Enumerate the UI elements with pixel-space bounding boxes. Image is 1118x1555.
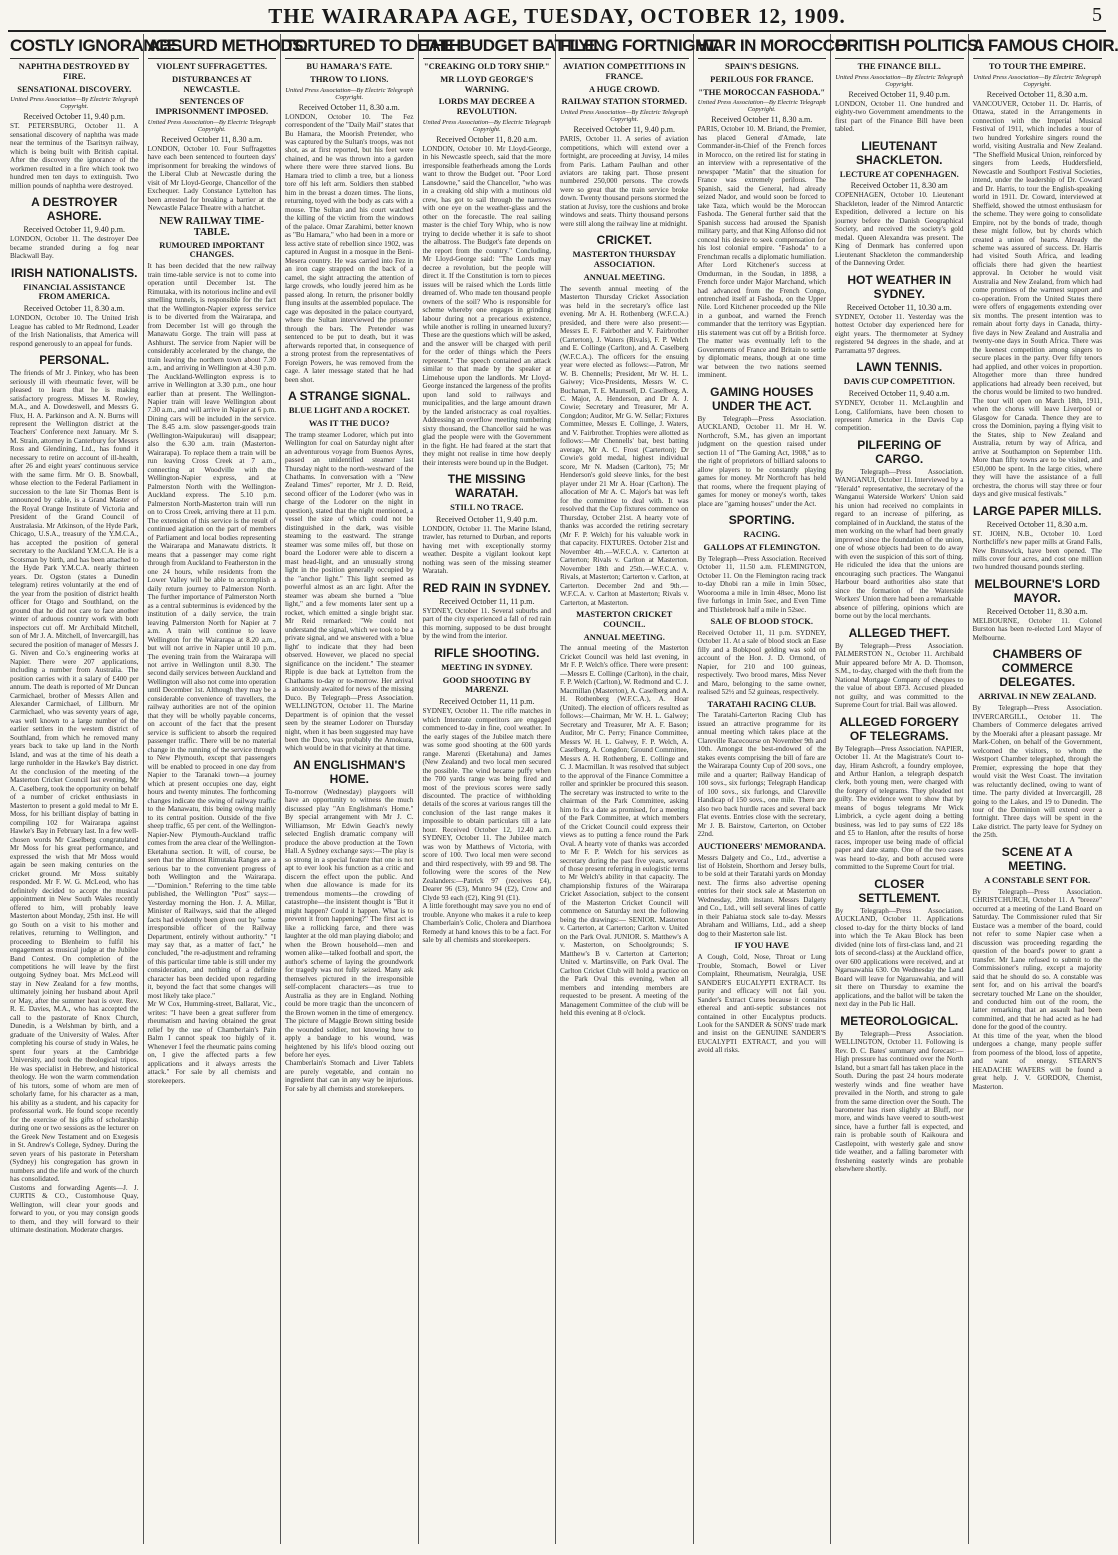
dateline: Received October 11, 9.40 p.m. xyxy=(573,125,675,135)
subheadline: TARATAHI RACING CLUB. xyxy=(707,698,816,709)
subheadline: MR LLOYD GEORGE'S WARNING. xyxy=(440,73,534,94)
article-body: Chamberlain's Stomach and Liver Tablets are purely vegetable, and contain no ingredient that can in any way be injurious. For sale by all chemists and storekeepers. xyxy=(285,1059,414,1093)
news-column xyxy=(144,34,308,1544)
article-body: LONDON, October 10. Mr Lloyd-George, in his Newcastle speech, said that the more irresponsible featherheads among the Lords want to throw the Budget out. "Poor Lord Lansdowne," said the Chancellor, "who was in a creaking old ship with a mutinous old crew, has got to sail through the narrows with one eye on the weather-glass and the other on the forecastle. The real sailing master is the chief Tory Whip, who is now trying to decide whether it is safe to shoot the albatross. The Budget's fate depends on the report from the country." Concluding, Mr Lloyd-George said: "The Lords may decree a revolution, but the people will direct it. If the Constitution is torn to pieces issues will be raised which the Lords little dreamed of. Who made ten thousand people owners of the soil? Who is responsible for scheme whereby one engages in grinding labour during not a precarious existence, while another is rolling in unearned luxury? These are the questions which will be asked, and the answer will be charged with peril for the order of things which the Peers represent." The speech contained an attack similar to that made by the speaker at Limehouse upon the landlords. Mr Lloyd-George instanced the largeness of the profits upon land sold to railways and municipalities, and the large amount drawn by the landed aristocracy as coal royalties. Addressing an overflow meeting numbering sixty thousand, the Chancellor said he was glad the people were with the Government in the fight. He had feared at the start that they might not realise in time how deeply their interests were bound up in the Budget. xyxy=(422,144,551,467)
dateline: Received October 11, 11 p.m. xyxy=(439,596,535,606)
dateline: Received October 11, 8.30 am xyxy=(850,181,948,191)
article-body: LONDON, October 10. The United Irish League has cabled to Mr Redmond, Leader of the Irish Nationalists, that America will respond generously to an appeal for funds. xyxy=(10,314,139,348)
article-body: The annual meeting of the Masterton Cricket Council was held last evening, in Mr F. P. Welch's office. There were present:—Messrs E. Collinge (Carlton), in the chair, F. P. Welch (Carlton), W. Redmond and C. J. Macmillan (Masterton), A. Caselberg and A. H. Rothenberg (W.F.C.A.), A. Hoar (United). The election of officers resulted as follows:—Chairman, Mr W. H. L. Galwey; Secretary and Treasurer, Mr A. F. Bason; Auditor, Mr C. Perry; Finance Committee, Messrs W. H. L. Galwey, F. P. Welch, A. Caselberg, A. Congdon; Ground Committee, Messrs A. H. Rothenberg, E. Collinge and C. J. Macmillan. It was resolved that subject to the approval of the Finance Committee a roller and sprinkler be procured this season. The secretary was instructed to write to the chairman of the Park Committee, asking him to fix a date as promised, for a meeting of the Park Committee, at which members of the Cricket Council could express their views as to putting a fence round the Park Oval. A hearty vote of thanks was accorded to Mr F. P. Welch for his services as secretary during the past five years, several of those present referring in eulogistic terms to Mr Welch's ability in that capacity. The championship fixtures of the Wairarapa Cricket Association, subject to the consent of the Masterton Cricket Council will commence on Saturday next the following being the drawings:— SENIOR. Masterton v. Carterton, at Carterton; Carlton v. United on the Park Oval. JUNIOR. S. Matthew's A v. Masterton, on Schoolgrounds; S. Matthew's B v. Carterton at Carterton; United v. Martinsville, on Park Oval. The Carlton Cricket Club will hold a practice on the Park Oval this evening, when all members and intending members are requested to be present. A meeting of the Management Committee of the club will be held this evening at 8 o'clock. xyxy=(560,644,689,1018)
subheadline: BU HAMARA'S FATE. xyxy=(306,61,393,71)
news-column xyxy=(831,34,983,1544)
dateline: Received October 11, 11 p.m. xyxy=(439,697,535,707)
article-body: LONDON, October 10. Four Suffragettes have each been sentenced to fourteen days' imprisonment for breaking the windows of the Liberal Club at Newcastle during the visit of Mr Lloyd-George, Chancellor of the Exchequer. Lady Constance Lyttelton has been arrested for breaking a barrier at the Newcastle Palace Theatre with a hatchet. xyxy=(147,144,276,213)
article-body: The seventh annual meeting of the Masterton Thursday Cricket Association was held in the secretary's office last evening. Mr A. H. Rothenberg (W.F.C.A.) presided, and there were also present:—Messrs E. F. Fairbother and V. Fairbrother (Carterton), J. Waters (Rivals), F. P. Welch and E. Collinge (Carlton), and A. Caselberg (W.F.C.A.). The officers for the ensuing year were elected as follows:—Patron, Mr W. B. Chennells; President, Mr W. H. L. Gaiwey; Vice-Presidents, Messrs W. C. Buchanan, T. E. Maunsell, D. Caselberg, A. C. Major, A. Henderson, and Dr A. J. Cowie; Secretary and Treasurer, Mr A. Congdon; Auditor, Mr G. W. Sellar; Fixtures Committee, Messrs E. Collinge, J. Waters, and V. Fairbrother. Trophies were allotted as follows:—Mr Chennells' bat, best batting average, Mr A. C. Frost (Carterton); Dr Cowie's gold medal, highest individual score, Mr N. Madsen (Carlton), 75; Mr Henderson's gold sleeve links, for the best player under 21 Mr A. Hoar (Carlton). The allocation of Mr A. C. Major's bat was left for the committee to deal with. It was resolved that the Cup fixtures commence on Thursday, October 21st. A hearty vote of thanks was accorded the retiring secretary (Mr F. P. Welch) for his valuable work in that capacity. FIXTURES. October 21st and November 4th.—W.F.C.A. v. Carterton at Carterton; Rivals v. Carlton at Masterton. November 18th and 25th.—W.F.C.A. v. Rivals, at Masterton; Carterton v. Carlton, at Carterton. December 2nd and 9th.—W.F.C.A. v. Carlton at Masterton; Rivals v. Carterton, at Masterton. xyxy=(560,284,689,607)
masthead-title: THE WAIRARAPA AGE, TUESDAY, OCTOBER 12, 1909. xyxy=(268,4,846,28)
news-column xyxy=(419,34,600,1544)
article-body: A little forethought may save you no end of trouble. Anyone who makes it a rule to keep Chamberlain's Colic, Cholera and Diarrhoea Remedy at hand knows this to be a fact. For sale by all chemists and storekeepers. xyxy=(422,902,551,945)
dateline: Received October 11, 10.30 a.m. xyxy=(846,302,952,312)
subheadline: DISTURBANCES AT NEWCASTLE. xyxy=(172,73,252,94)
subheadline: RACING. xyxy=(743,529,781,540)
article-headline: SPORTING. xyxy=(728,513,795,528)
subheadline: "THE MOROCCAN FASHODA." xyxy=(698,86,826,97)
article-headline: RIFLE SHOOTING. xyxy=(434,645,540,660)
subheadline: TO TOUR THE EMPIRE. xyxy=(988,61,1086,71)
wire-credit: United Press Association—By Electric Telegraph Copyright. xyxy=(835,73,964,88)
article-body: MELBOURNE, October 11. Colonel Burston has been re-elected Lord Mayor of Melbourne. xyxy=(972,616,1102,642)
article-body: Customs and forwarding Agents—J. J. CURTIS & CO., Customhouse Quay, Wellington, will clear your goods and forward to you, or you may consign goods to them, and they will forward to their ultimate destination. Moderate charges. xyxy=(10,1183,139,1235)
subheadline: SENSATIONAL DISCOVERY. xyxy=(17,83,132,94)
subheadline: A HUGE CROWD. xyxy=(588,83,660,94)
news-column xyxy=(6,34,182,1544)
article-body: By Telegraph—Press Association. WANGANUI, October 11. Interviewed by a "Herald" representative, the secretary of the Wanganui Waterside Workers' Union said his union had received no complaints in regard to an increase of pilfering, as complained of in Auckland, the status of the men working on the wharf had been greatly improved since the foundation of the union, one of whose objects had been to do away with even the suspicion of this sort of thing. He ridiculed the idea that the unions are encouraging such practices. The Wanganui Harbour board authorities also state that since the formation of the Waterside Workers' Union there had been a remarkable absence of pilfering, opinions which are borne out by the local merchants. xyxy=(835,467,964,621)
dateline: Received October 11, 8.30 a.m. xyxy=(986,519,1088,529)
article-body: ST. PETERSBURG, October 11. A sensational discovery of naphtha was made near the terminus of the Tsaritsyn railway, which is being built with British capital. After the discovery the ignorance of the workmen resulted in a fire which took two hundred men ten days to extinguish. Two million pounds of naphtha were destroyed. xyxy=(10,122,139,190)
dateline: Received October 11, 8.30 a.m. xyxy=(711,115,813,125)
article-headline: ALLEGED FORGERY OF TELEGRAMS. xyxy=(839,714,960,743)
wire-credit: United Press Association—By Electric Telegraph Copyright. xyxy=(560,109,689,124)
article-headline: PERSONAL. xyxy=(39,353,110,368)
article-body: LONDON, October 11. One hundred and eighty-two Government amendments to the first part of the Finance Bill have been tabled. xyxy=(835,99,964,134)
article-body: By Telegraph—Press Association. INVERCARGILL, October 11. The Chambers of Commerce delegates arrived by the Moeraki after a pleasant passage. Mr Mark-Cohen, on behalf of the Government, welcomed the visitors, to whom the Westport Chamber telegraphed, through the Premier, expressing the hope that they would visit the West Coast. The invitation was reluctantly declined, owing to want of time. The party divided at Invercargill, 28 going to the Lakes, and 19 to Dunedin. The tour of the Dominion will extend over a fortnight. Three days will be spent in the Lake district. The party leave for Sydney on the 25th. xyxy=(972,704,1102,840)
article-body: PARIS, October 11. A series of aviation competitions, which will extend over a fortnight, are proceeding at Juvisy, 14 miles from Paris. Latham Paulhan and other aviators are taking part. Those present numbered 250,000 persons. The crowds were so great that the train service broke down. Twenty thousand persons stormed the station at Juvisy, tore the cushions and broke windows and seats. Thirty thousand persons were still along the railway line at midnight. xyxy=(560,135,689,228)
news-column xyxy=(556,34,719,1544)
article-headline: HOT WEATHER IN SYDNEY. xyxy=(847,272,952,301)
article-body: By Telegraph—Press Association. Received October 11, 11.50 a.m. FLEMINGTON, October 11. On the Flemington racing track to-day Dhobi ran a mile in 1min 50sec, Woorooma a mile in 1min 48sec, Mono list five furlongs in 1min 5sec, and Even Time and Thistlebrook half a mile in 52sec. xyxy=(697,554,826,614)
wire-credit: United Press Association—By Electric Telegraph Copyright. xyxy=(147,118,276,133)
subheadline: IF YOU HAVE xyxy=(734,940,789,951)
article-body: The Taratahi-Carterton Racing Club has issued an attractive programme for its annual meeting which takes place at the Clareville Racecourse on November 9th and 10th. Amongst the best-endowed of the stakes events comprising the bill of fare are the Wairarapa County Cup of 200 sovs., one mile and a quarter; Railway Handicap of 100 sovs., six furlongs; Telegraph Handicap of 100 sovs., six furlongs, and Clareville Handicap of 150 sovs., one mile. There are also two back hurdle races and several back Flat events. Entries close with the secretary, Mr J. B. Bairstow, Carterton, on October 22nd. xyxy=(697,711,826,839)
dateline: Received October 11, 8.20 a.m. xyxy=(436,134,538,144)
dateline: Received October 11, 9.40 a.m. xyxy=(848,389,950,399)
article-headline: CLOSER SETTLEMENT. xyxy=(858,876,941,905)
article-body: VANCOUVER, October 11. Dr. Harris, of Ottawa, stated in the Arrangements in connection with the Imperial Musical Festival of 1911, which includes a tour of two hundred Yorkshire singers round the world, visiting Australia and New Zealand. "The Sheffield Musical Union, reinforced by singers from Leeds, Huddersfield, Newcastle and Southport Festival Societies, intend, under the leadership of Dr. Coward and Dr. Harris, to tour the English-speaking world in 1911. Dr. Coward, interviewed at Sheffield, showed the utmost enthusiasm for the scheme. They were going to consolidate Empire, not by the bonds of trade, though these might follow, but by chords which created a union of hearts. Already the scheme was assured of success. Dr. Harris had visited South Africa, and leading officials there had given the heartiest approval. In October he would visit Australia and New Zealand, from which had come promises of the warmest support and co-operation. From the United States there were offers of engagements extending over six months. The present intention was to remain about forty days in Canada, thirty-five days in New Zealand and Australia and twenty-one days in South Africa. There was the keenest competition among singers to secure places in the party. Over fifty tenors had applied, and other voices in proportion. Altogether more than three hundred applications had already been received, but the chorus would be limited to two hundred. The tour will open on March 18th, 1911, when the chorus will leave Liverpool or Glasgow for Canada. Thence they are to cross the Dominion, paying a flying visit to the States, ship to New Zealand and Australia, return by way of Africa, and arrive at Southampton on September 11th. More than fifty towns are to be visited, and £50,000 be spent. In the large cities, where they will have the assistance of a full orchestra, the chorus will stay three or four days and give musical festivals." xyxy=(972,99,1102,499)
dateline: Received October 11, 9.40 p.m. xyxy=(23,225,125,235)
dateline: Received October 11, 8.30 a.m. xyxy=(986,606,1088,616)
article-body: By Telegraph—Press Association. WELLINGTON, October 11. Following is Rev. D. C. Bates' summary and forecast:—High pressure has continued over the North Island, but a smart fall has taken place in the South. During the past 24 hours moderate westerly winds and fine weather have prevailed in the North, and strong to gale from the same direction over the South. The barometer has risen slightly at Bluff, nor more, and winds have veered to south-west since, have a further fall is expected, and rain is probable south of Kaikoura and Castlepoint, with westerly gale and snow tide weather, and a falling barometer with freshening easterly winds are probable elsewhere shortly. xyxy=(835,1029,964,1174)
article-body: SYDNEY, October 11. McLaughlin and Long, Californians, have been chosen to represent America in the Davis Cup competition. xyxy=(835,399,964,433)
subheadline: RAILWAY STATION STORMED. xyxy=(561,96,687,107)
article-headline: A DESTROYER ASHORE. xyxy=(31,195,118,224)
article-body: SYDNEY, October 11. The rifle matches in which Interstate competitors are engaged commenced to-day in fine, cool weather. In the early stages of the Jubilee match there was some good shooting at the 600 yards range. Marenzi (Eketahuna) and James (New Zealand) and two local men secured the possible. The wind became puffy when the 700 yards range was being fired and most of the previous scores were sadly discounted. The practice of withholding details of the scores at various ranges till the conclusion of the last range makes it impossible to obtain particulars till a late hour. Received October 12, 12.40 a.m. SYDNEY, October 11. The Jubilee match was won by Matthews of Victoria, with score of 100. Two local men were second and third respectively, with 99 and 98. The following were the scores of the New Zealanders:—Patrick 97 (receives £4), Dearer 96 (£3), Munro 94 (£2), Crow and Clyde 93 each (£2), King 91 (£1). xyxy=(422,707,551,902)
article-headline: A STRANGE SIGNAL. xyxy=(288,389,411,404)
article-headline: IRISH NATIONALISTS. xyxy=(11,265,138,280)
column-headline: WAR IN MOROCCO. xyxy=(698,36,827,59)
subheadline: SENTENCES OF IMPRISONMENT IMPOSED. xyxy=(155,96,269,117)
subheadline: STILL NO TRACE. xyxy=(450,502,524,513)
dateline: Received October 11, 8.30 a.m. xyxy=(161,134,263,144)
dateline: Received October 11, 8.30 a.m. xyxy=(986,89,1088,99)
subheadline: NEW RAILWAY TIME-TABLE. xyxy=(159,215,265,238)
subheadline: AUCTIONEERS' MEMORANDA. xyxy=(697,840,826,851)
column-headline: THE BUDGET BATTLE. xyxy=(423,36,552,59)
subheadline: LECTURE AT COPENHAGEN. xyxy=(839,168,959,179)
article-headline: CHAMBERS OF COMMERCE DELEGATES. xyxy=(992,647,1082,690)
article-body: Messrs Dalgety and Co., Ltd., advertise a list of Holstein, Shorthorn and Jersey bulls, to be sold at their Taratahi yards on Monday next. The firms also advertise opening entries for their stock sale at Masterton on Wednesday, 20th instant. Messrs Dalgety and Co., Ltd., will sell several lines of cattle in their Pahiatua stock sale to-day. Messrs Abraham and Williams, Ltd., add a sheep dog to their Masterton sale list. xyxy=(697,853,826,938)
news-column xyxy=(281,34,461,1544)
subheadline: ANNUAL MEETING. xyxy=(583,271,665,282)
dateline: Received October 11, 8.30 a.m. xyxy=(23,304,125,314)
subheadline: THROW TO LIONS. xyxy=(310,73,389,84)
subheadline: MASTERTON CRICKET COUNCIL. xyxy=(576,609,673,629)
dateline: Received October 11, 8.30 a.m. xyxy=(298,102,400,112)
subheadline: "CREAKING OLD TORY SHIP." xyxy=(423,61,550,71)
subheadline: MASTERTON THURSDAY ASSOCIATION. xyxy=(572,249,676,270)
article-headline: METEOROLOGICAL. xyxy=(840,1013,959,1028)
subheadline: BLUE LIGHT AND A ROCKET. xyxy=(288,405,410,416)
article-body: It has been decided that the new railway train time-table service is not to come into operation until December 1st. The Rimutaka, with its notorious incline and evil smelling tunnels, is responsible for the fact that the Wellington-Napier express service is to be diverted from the Wairarapa, and from December 1st will go through the Manawatu Gorge. The train will pass at Ashhurst. The service from Napier will be considerably accelerated by the change, the train leaving the northern town about 7.30 a.m., and arriving in Wellington at 4.30 p.m. The Auckland-Wellington express is to arrive in Wellington at 3.30 p.m., one hour earlier than at present. The Wellington-Napier train will leave Wellington about 7.30 a.m., and will arrive in Napier at 6 p.m. Dining cars will be included in the service. The 8.45 a.m. slow passenger-goods train (Wellington-Waipukurau) will disappear; also the 6.30 a.m. train (Masterton-Wairarapa). To replace them a train will be run leaving Cross Creek at 7 a.m., connecting at Woodville with the Wellington-Napier express, and at Palmerston North with the Wellington-Auckland express. The 5.10 p.m. Palmerston North-Masterton train will run on to Cross Creek, arriving there at 11 p.m. The extension of this service is the result of continued agitation on the part of members of Parliament and local bodies representing the Wairarapa and Manawatu districts. It means that a passenger may come right through from Auckland to Featherston in the one 24 hours, while residents from the Lower Valley will be able to accomplish a daily return journey to Palmerston North. The further importance of Palmerston North as a central subterminus is evidenced by the institution of a daily service, the train leaving Palmerston North for Napier at 7 a.m. A train will continue to leave Wellington for the Wairarapa at 8.20 a.m., but will not arrive in Napier until 10 p.m. The evening train from the Wairarapa will not arrive in Wellington until 8.30. The second daily services between Auckland and Wellington will also not come into operation until December 1st. Although they may be a considerable convenience of travellers, the railway authorities are not of the opinion that they will be wholly payable concerns, on account of the fact that the present service is sufficient to absorb the required passenger traffic. There will be no material change in the running of the service through to New Plymouth, except that passengers will be enabled to proceed in one day from Napier to the Taranaki town—a journey which at present occupies one day, eight hours and twenty minutes. The forthcoming changes indicate the swing of railway traffic to the Manawatu, this being owing mainly to its central position. Outside of the five sheep traffic, 65 per cent. of the Wellington-Napier-New Plymouth-Auckland traffic comes from the area clear of the Wellington-Eketahuna section. It will, of course, be seen that the almost Rimutaka Ranges are a serious bar to the convenient progress of both Wellington and the Wairarapa.—"Dominion." Referring to the time table published, the Wellington "Post" says:—Yesterday morning the Hon. J. A. Millar, Minister of Railways, said that the alleged facts had evidently been given out by "some irresponsible officer of the Railway Department, entirely without authority." "I may say that, as a matter of fact," he concluded, "the re-adjustment and reframing of this particular time table is still under my consideration, and nothing of a definite character has been decided upon regarding it, beyond the fact that some changes will most likely take place." xyxy=(147,262,276,1000)
article-body: ST. JOHN, N.B., October 10. Lord Northcliffe's new paper mills at Grand Falls, New Brunswick, have been opened. The mills cover four acres, and cost one million two hundred thousand pounds sterling. xyxy=(972,529,1102,572)
subheadline: DAVIS CUP COMPETITION. xyxy=(843,376,955,387)
article-headline: LAWN TENNIS. xyxy=(856,360,943,375)
article-headline: PILFERING OF CARGO. xyxy=(857,437,942,466)
dateline: Received October 11, 9.40 p.m. xyxy=(848,89,950,99)
article-body: At this time of the year, when the blood undergoes a change, many people suffer from poorness of the blood, loss of appetite, and want of energy. STEARN'S HEADACHE WAFERS will be found a great help. J. V. GORDON, Chemist, Masterton. xyxy=(972,1031,1102,1091)
article-body: The friends of Mr J. Pinkey, who has been seriously ill with rheumatic fever, will be pleased to learn that he is making satisfactory progress. Misses M. Rowley, M.A., and A. Dowdeswell, and Messrs G. Flux, H. A. Parkinson and A. N. Burns will represent the Wellington district at the Teachers' Conference next January. Mr S. M. Strain, attorney in Canterbury for Messrs Ross and Glendining, Ltd., has found it necessary to retire on account of ill-health, after 26 and eight years' continuous service with the same firm. Mr O. B. Snowball, whose election to the Federal Parliament in succession to the late Sir Thomas Bent is announced by cable, is a Grand Master of the Royal Orange Institute of Victoria and President of the Grand Council of Australasia. Mr Atkinson, of the Hyde Park, Chicago, U.S.A., treasury of the Y.M.C.A., has accepted the position of general secretary to the Auckland Y.M.C.A. He is a Scotsman by birth, and has been attached to the Hyde Park Y.M.C.A. nearly thirteen years. Dr. Ogston (states a Dunedin telegram) retires voluntarily at the end of the year from the position of district health officer for Otago and Southland, on the ground that he did not care to face another winter of arduous country work with both inspectors cut off. Mr Archibald Mitchell, son of Mr J. A. Mitchell, of Invercargill, has secured the position of manager of Messrs J. G. Niven and Co.'s engineering works at Napier. There were 207 applications, including a number from Australia. The position carries with it a salary of £400 per annum. The death is reported of Mr Duncan Carmichael, brother of Messrs Allen and Alexander Carmichael, of Lillburn. Mr Carmichael, who was seventy years of age, was well known to a large number of the earlier settlers in the western district of Southland, from which he removed many years back to take up land in the North Island, and was at the time of his death a large runholder in the Hawke's Bay district. At the conclusion of the meeting of the Masterton Cricket Council last evening, Mr A. Caselberg, took the opportunity on behalf of a number of cricket enthusiasts in Masterton to present a gold medal to Mr E. Moss, for his brilliant display of batting in compiling 102 for Wairarapa against Hawke's Bay in February last. In a few well-chosen words Mr Caselberg congratulated Mr Moss for his great performance, and expressed the wish that Mr Moss would again be seen making centuries on the cricket ground. Mr Moss suitably responded. Mr F. W. G. McLeod, who has definitely decided to accept the musical appointment in New South Wales recently offered to him, will probably leave Masterton about Monday, 25th inst. He will go South on a visit to his mother and relatives, returning to Wellington, and proceeding to Blenheim to fulfil his engagement as musical judge at the Jubilee Band Contest. On completion of the competitions he will leave by the first outgoing Sydney boat. Mrs McLeod will stay in New Zealand for a few months, ultimately joining her husband about April or May, after the summer heat is over. Rev. R. E. Davies, M.A., who has accepted the call to the pastorate of Knox Church, Dunedin, is a Welshman by birth, and a graduate of the University of Wales. After completing his course of study in Wales, he spent four years at the Cambridge University, and took the theological tripos. He was specialist in Hebrew, and historical theology. He won the warm commendation of his tutors, some of whom are men of scholarly fame, for his character as a man, his ability as a student, and his capacity for professorial work. He found scope recently for the exercise of his gifts of scholarship during one or two sessions as the lecturer on the Greek New Testament and on Exegesis in St. Andrew's College, Sydney. During the seven years of his pastorate in Petersham (Sydney) his congregation has grown in numbers and the life and work of the church has consolidated. xyxy=(10,369,139,1184)
article-body: SYDNEY, October 11. Yesterday was the hottest October day experienced here for eight years. The thermometer at Sydney registered 94 degrees in the shade, and at Parramatta 97 degrees. xyxy=(835,312,964,355)
page-number: 5 xyxy=(1092,4,1102,26)
article-columns xyxy=(6,34,1118,1544)
article-body: By Telegraph—Press Association. AUCKLAND, October 11. Applications closed to-day for the thirty blocks of land into which the Te Akau Block has been divided (nine lots of first-class land, and 21 lots of second-class) at the Auckland office, over 600 applications were received, and at Ngaruawahia 630. On Wednesday the Land Board will leave for Ngaruawahia, and will sit there on Thursday to examine the applications, and the ballot will be taken the next day in the Pub lic Hall. xyxy=(835,906,964,1009)
subheadline: SPAIN'S DESIGNS. xyxy=(724,61,799,71)
article-body: SYDNEY, October 11. Several suburbs and part of the city experienced a fall of red rain this morning, supposed to be dust brought by the wind from the interior. xyxy=(422,606,551,641)
subheadline: A CONSTABLE SENT FOR. xyxy=(984,874,1091,885)
subheadline: GOOD SHOOTING BY MARENZI. xyxy=(442,674,531,695)
column-headline: TORTURED TO DEATH xyxy=(285,36,414,59)
article-body: LONDON, October 10. The Fez correspondent of the "Daily Mail" states that Bu Hamara, the Moorish Pretender, who was captured by the Sultan's troops, was not shot, as at first reported, but his feet were chained, and he was thrown into a garden where there were three starved lions. Bu Hamara tried to climb a tree, but a lioness tore off his left arm. Soldiers then stabbed him in the breast a dozen times. The lions, returning, toyed with the body as cats with a mouse. The Sultan and his court watched the killing of the victim from the windows of the palace. Omar Zarahimi, better known as "Bu Hamara," who had been in a more or less active state of rebellion since 1902, was captured in August in a mosque in the Beni-Mesera country. He was carried into Fez in an iron cage strapped on the back of a camel, the sight attracting the attention of large crowds, who loudly jeered him as he passed along. In return, the prisoner boldly flung insults at the assembled populace. The cage was deposited in the palace courtyard, where the Sultan interviewed the prisoner through the bars. The Pretender was sentenced to be put to death, but it was afterwards reported that, in consequence of a strong protest from the representatives of Foreign Powers, he was removed from the cage. A later message stated that he had been shot. xyxy=(285,112,414,384)
article-body: LONDON, October 11. The destroyer Dee became stranded during a fog near Blackwall Bay. xyxy=(10,235,139,261)
column-headline: ABSURD METHODS. xyxy=(148,36,277,59)
subheadline: AVIATION COMPETITIONS IN FRANCE. xyxy=(563,61,686,81)
column-headline: COSTLY IGNORANCE. xyxy=(10,36,139,59)
article-body: Received October 11, 11 p.m. SYDNEY, October 11. At a sale of blood stock an Ease filly and a Bobkpool gelding was sold on account of the Hon. J. D. Ormond, of Napier, for 210 and 100 guineas, respectively. Two brood mares, Miss Never and Maro, belonging to the same owner, realised 52½ and 52 guineas, respectively. xyxy=(697,628,826,697)
subheadline: ARRIVAL IN NEW ZEALAND. xyxy=(978,691,1097,702)
wire-credit: United Press Association—By Electric Telegraph Copyright. xyxy=(10,96,139,111)
article-headline: MELBOURNE'S LORD MAYOR. xyxy=(974,576,1101,605)
wire-credit: United Press Association—By Electric Telegraph Copyright. xyxy=(697,99,826,114)
article-body: To-morrow (Wednesday) playgoers will have an opportunity to witness the much discussed play "An Englishman's Home." By special arrangement with Mr J. C. Williamson, Mr Edwin Geach's newly selected English dramatic company will produce the above production at the Town Hall. A Sydney exchange says:—The play is so strong in a special feature that one is not apt to ever look his function as a critic and discern the effect upon the public. And when due allowance is made for its tremendous moments—the crowding of catastrophe—the insistent thought is "But it might happen? Could it happen. What is to prevent it from happening?" The first act is like a rollicking farce, and there was laughter at the old man playing diabolo; and when the Brown household—men and women alike—talked football and sport, the author's scheme of laying the groundwork for tragedy was not fully seized. Many ask themselves pictured in the irresponsible self-complacent characters—as true to Australia as they are in England. Nothing could be more tragic than the unconcern of the Brown women in the time of emergency. The picture of Maggie Brown sitting beside the wounded soldier, not knowing how to apply a bandage to his wound, was heightened by his life's blood oozing out before her eyes. xyxy=(285,787,414,1059)
column-headline: BRITISH POLITICS. xyxy=(835,36,964,59)
article-headline: ALLEGED THEFT. xyxy=(848,625,950,640)
subheadline: FINANCIAL ASSISTANCE FROM AMERICA. xyxy=(23,281,126,302)
subheadline: LORDS MAY DECREE A REVOLUTION. xyxy=(438,96,535,117)
subheadline: GALLOPS AT FLEMINGTON. xyxy=(703,541,820,552)
article-headline: RED RAIN IN SYDNEY. xyxy=(422,580,551,595)
subheadline: SALE OF BLOOD STOCK. xyxy=(710,616,813,627)
subheadline: MEETING IN SYDNEY. xyxy=(441,661,533,672)
subheadline: ANNUAL MEETING. xyxy=(583,631,665,642)
dateline: Received October 11, 9.40 p.m. xyxy=(436,515,538,524)
subheadline: NAPHTHA DESTROYED BY FIRE. xyxy=(18,61,130,81)
wire-credit: United Press Association—By Electric Telegraph Copyright. xyxy=(285,86,414,101)
subheadline: PERILOUS FOR FRANCE. xyxy=(710,73,814,84)
article-body: Mr W Cox, Humming-street, Ballarat, Vic., writes: "I have been a great sufferer from rheumatism and having obtained the great relief by the use of Chamberlain's Pain Balm I cannot speak too highly of it. Whenever I feel the rheumatic pains coming on, I give the affected parts a few applications and it always arrests the attack." For sale by all chemists and storekeepers. xyxy=(147,1000,276,1085)
subheadline: VIOLENT SUFFRAGETTES. xyxy=(156,61,268,71)
article-headline: SCENE AT A MEETING. xyxy=(1001,844,1073,873)
article-headline: GAMING HOUSES UNDER THE ACT. xyxy=(710,384,814,413)
dateline: Received October 11, 9.40 p.m. xyxy=(23,112,125,122)
article-body: A Cough, Cold, Nose, Throat or Lung Trouble, Stomach, Bowel or Liver Complaint, Rheumatism, Neuralgia, USE SANDER'S EUCALYPTI EXTRACT. Its purity and efficacy will not fail you. Sander's Extract Cures because it contains ethereal and anti-septic substances not contained in other Eucalyptus products. Look for the SANDER & SONS' trade mark and insist on the GENUINE SANDER'S EUCALYPTI EXTRACT, and you will avoid all risks. xyxy=(697,953,826,1055)
article-headline: LARGE PAPER MILLS. xyxy=(973,503,1102,518)
subheadline: RUMOURED IMPORTANT CHANGES. xyxy=(159,239,265,260)
article-headline: AN ENGLISHMAN'S HOME. xyxy=(293,757,406,786)
article-headline: LIEUTENANT SHACKLETON. xyxy=(856,138,943,167)
article-body: By Telegraph—Press Association. NAPIER, October 11. At the Magistrate's Court to-day, Hiram Ashcroft, a foundry employee, and Arthur Hanlon, a telegraph despatch clerk, both young men, were charged with the forgery of telegrams. They pleaded not guilty. The evidence went to show that by means of bogus telegrams Mr Wick Limbrick, a cycle agent doing a betting business, was led to pay sums of £22 18s and £5 to Hanlon, after the results of horse races, improper use being made of official paper and date stamp. One of the two cases was heard to-day, and both accused were committed to the Supreme Court for trial. xyxy=(835,744,964,872)
article-body: By Telegraph—Press Association. PALMERSTON N., October 11. Archibald Muir appeared before Mr A. D. Thomson, S.M., to-day, charged with the theft from the National Mortgage Company of cheques to the value of about £873. Accused pleaded not guilty, and was committed to the Supreme Court for trial. Bail was allowed. xyxy=(835,641,964,710)
article-body: LONDON, October 11. The Marine Island, trawler, has returned to Durban, and reports having met with exceptionally stormy weather. Despite a vigilant lookout kept nothing was seen of the missing steamer Waratah. xyxy=(422,525,551,576)
article-body: COPENHAGEN, October 10. Lieutenant Shackleton, leader of the Nimrod Antarctic Expedition, delivered a lecture on his journey before the Danish Geographical Society, and received the society's gold medal. Queen Alexandra was present. The King of Denmark has conferred upon Lieutenant Shackleton the commandership of the Danneving Order. xyxy=(835,191,964,268)
article-body: By Telegraph—Press Association. CHRISTCHURCH, October 11. A "breeze" occurred at a meeting of the Land Board on Saturday. The Commissioner ruled that Sir Eustace was a member of the board, could not refer to some Napier case when a discussion was proceeding regarding the question of the board's power to grant a transfer. Mr Lane refused to submit to the Commissioner's ruling, except a majority said that he should do so. A constable was sent for, and on his arrival the board's secretary touched Mr Lane on the shoulder, and conducted him out of the room, the latter remarking that an assault had been committed, and that he had acted as he had done for the good of the country. xyxy=(972,887,1102,1032)
column-headline: A FAMOUS CHOIR. xyxy=(973,36,1103,59)
article-body: PARIS, October 10. M. Briand, the Premier, has placed General d'Amade, late Commander-in-Chief of the French forces in Morocco, on the retired list for stating in an interview with a representative of the newspaper "Matin" that the situation for France was extremely perilous. The Spanish, said the General, had already seized Nador, and would soon be forced to take Taza, which would be the Moroccan Fashoda. The General further said that the Spanish success had aroused the Spanish military party, and that King Alfonso did not conceal his desire to seek compensation for his lost colonial empire. "Fashoda" to a Frenchman recalls a diplomatic humiliation. After Lord Kitchener's success at Omdurman, in the Soudan, in 1898, a French force under Major Marchand, which had advanced from the French Congo, entrenched itself at Fashoda, on the Upper Nile. Lord Kitchener proceeded up the Nile in a gunboat, and warned the French commander that the territory was Egyptian. His statement was cut off by a British force. The matter was eventually left to the Governments of France and Britain to settle by diplomatic means, though at one time war between the two nations seemed imminent. xyxy=(697,125,826,380)
subheadline: THE FINANCE BILL. xyxy=(857,61,941,71)
article-headline: CRICKET. xyxy=(596,233,652,248)
article-body: By Telegraph—Press Association. AUCKLAND, October 11. Mr H. W. Northcroft, S.M., has given an important judgment on the question raised under section 11 of "The Gaming Act, 1908," as to the right of proprietors of billiard saloons to allow players to be constantly playing games for money. Mr Northcroft has held that rooms, where the frequent playing of games for money or money's worth, takes place are "gaming houses" under the Act. xyxy=(697,414,826,508)
subheadline: WAS IT THE DUCO? xyxy=(308,417,390,428)
news-column xyxy=(694,34,852,1544)
column-headline: FLYING FORTNIGHT. xyxy=(560,36,689,59)
newspaper-masthead xyxy=(8,0,1106,32)
article-body: The tramp steamer Lodorer, which put into Wellington for coal on Saturday night after an adventurous voyage from Buenos Ayres, passed an unidentified steamer last Thursday night to the north-westward of the Chathams. In conversation with a "New Zealand Times" reporter, Mr J. D. Reid, second officer of the Lodorer (who was in charge of the Lodorer on the night in question), stated that the night mentioned, a vessel the size of which could not be distinguished in the dark, was visible steaming to the eastward. The strange steamer was some miles off, but those on board the Lodorer were able to discern a mast head-light, and an unusually strong light in the position generally occupied by the "anchor light." This light seemed as powerful almost as an arc light. After the steamer was abeam she burned a "blue light," and a few moments later sent up a rocket, which emitted a single bright star. Mr Reid remarked: "We could not understand the signal, which we took to be a private signal, and we answered with a 'blue light' to indicate that they had been observed. However, we placed no special significance on the incident." The steamer Ripple is due back at Lyttelton from the Chathams to-day or to-morrow. Her arrival is anxiously awaited for news of the missing Duco. By Telegraph—Press Association. WELLINGTON, October 11. The Marine Department is of opinion that the vessel seen by the steamer Lodorer on Thursday night, when it has been suggested may have been the Duco, was probably the Amokura, which would be in that vicinity at that time. xyxy=(285,430,414,753)
wire-credit: United Press Association—By Electric Telegraph Copyright. xyxy=(973,73,1102,88)
news-column xyxy=(969,34,1118,1544)
article-headline: THE MISSING WARATAH. xyxy=(447,472,526,501)
wire-credit: United Press Association—By Electric Telegraph Copyright. xyxy=(422,118,551,133)
